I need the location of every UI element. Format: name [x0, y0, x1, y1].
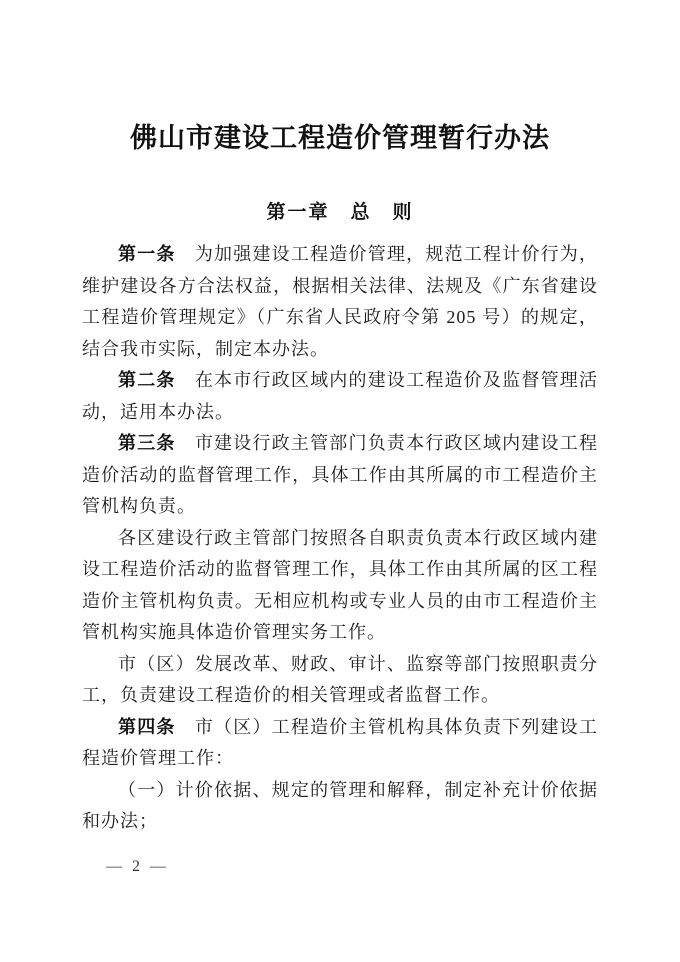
article-number: 第四条 [118, 716, 176, 737]
article-paragraph [82, 428, 598, 523]
document-body [82, 239, 598, 838]
article-number: 第二条 [118, 370, 176, 390]
document-title: 佛山市建设工程造价管理暂行办法 [130, 123, 550, 153]
paragraph-text: 市（区）发展改革、财政、审计、监察等部门按照职责分工，负责建设工程造价的相关管理或者监督工作。 [82, 653, 598, 705]
list-item-paragraph [82, 775, 598, 838]
article-paragraph [82, 239, 598, 365]
page-number: — 2 — [106, 858, 169, 875]
paragraph-text: 在本市行政区域内的建设工程造价及监督管理活动，适用本办法。 [82, 370, 598, 422]
article-number: 第三条 [118, 433, 176, 453]
article-paragraph [82, 712, 598, 775]
paragraph-text: 市（区）工程造价主管机构具体负责下列建设工程造价管理工作： [82, 716, 598, 768]
paragraph-text: 各区建设行政主管部门按照各自职责负责本行政区域内建设工程造价活动的监督管理工作，具体工作由其所属的区工程造价主管机构负责。无相应机构或专业人员的由市工程造价主管机构实施具体造价管理实务工作。 [82, 527, 598, 642]
paragraph-text: 为加强建设工程造价管理，规范工程计价行为，维护建设各方合法权益，根据相关法律、法规及《广东省建设工程造价管理规定》（广东省人民政府令第 205 号）的规定，结合我市实际，制定本办法。 [82, 244, 598, 359]
body-paragraph [82, 649, 598, 712]
article-number: 第一条 [118, 244, 176, 264]
body-paragraph [82, 523, 598, 649]
article-paragraph [82, 365, 598, 428]
chapter-heading: 第一章 总 则 [266, 202, 414, 223]
paragraph-text: 市建设行政主管部门负责本行政区域内建设工程造价活动的监督管理工作，具体工作由其所属的市工程造价主管机构负责。 [82, 433, 598, 516]
paragraph-text: （一）计价依据、规定的管理和解释，制定补充计价依据和办法； [82, 779, 598, 831]
